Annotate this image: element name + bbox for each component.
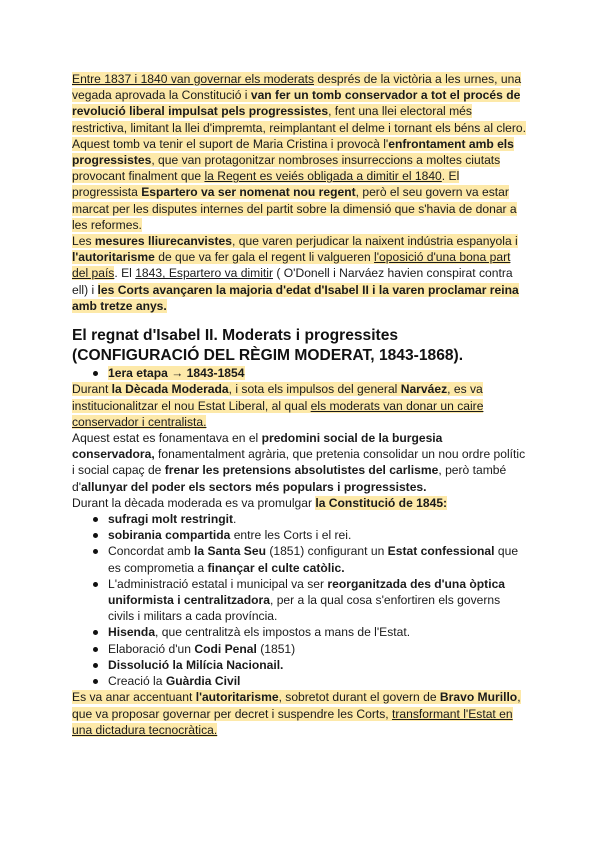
document-body bbox=[72, 71, 528, 738]
text-span: Entre 1837 i 1840 van governar els moderats bbox=[72, 72, 315, 86]
bold-span: Espartero va ser nomenat nou regent bbox=[141, 185, 356, 200]
text-span: . bbox=[232, 512, 237, 527]
list-item bbox=[108, 576, 528, 625]
text-span: Es va anar accentuant bbox=[72, 690, 196, 705]
text-span: (1851) configurant un bbox=[265, 544, 388, 559]
stage-list bbox=[72, 365, 528, 381]
text-span: 1843, Espartero va dimitir bbox=[135, 266, 273, 281]
list-item bbox=[108, 511, 528, 527]
text-span: , es va institucionalitzar el nou Estat Liberal, al qual bbox=[72, 382, 483, 413]
text-span: l'oposició d'una bona part del país bbox=[72, 250, 511, 281]
bold-span: allunyar del poder els sectors més populars i progressistes. bbox=[81, 479, 427, 494]
bold-span: van fer un tomb conservador a tot el procés de revolució liberal impulsat pels progressistes bbox=[72, 88, 521, 119]
section-heading bbox=[72, 326, 528, 365]
paragraph-constitucio bbox=[72, 495, 528, 511]
text-span: , però també d' bbox=[72, 463, 507, 494]
text-span: . El progressista bbox=[72, 169, 460, 200]
paragraph-burgesia bbox=[72, 430, 528, 495]
text-span: entre les Corts i el rei. bbox=[230, 528, 352, 543]
text-span: Creació la bbox=[108, 674, 166, 689]
bold-span: sobirania compartida bbox=[108, 528, 231, 543]
text-span: , que varen perjudicar la naixent indústria espanyola i bbox=[232, 234, 518, 249]
bold-span: Dissolució la Milícia Nacionail. bbox=[108, 657, 284, 672]
text-span: , però el seu govern va estar marcat per les disputes internes del partit sobre la dimensió que s'havia de donar a les reformes. bbox=[72, 185, 517, 232]
text-span: , fent una llei electoral més restrictiva, limitant la llei d'impremta, reimplantant el delme i tornant els béns al clero. Aquest tomb va tenir el suport de Maria Cristina i provocà l' bbox=[72, 104, 526, 151]
list-item bbox=[108, 527, 528, 543]
text-span: L'administració estatal i municipal va ser bbox=[108, 576, 328, 591]
text-span: , que van protagonitzar nombroses insurreccions a moltes ciutats provocant finalment que bbox=[72, 153, 501, 184]
bold-span: la Constitució de 1845: bbox=[315, 495, 448, 510]
text-span: Concordat amb bbox=[108, 544, 195, 559]
bold-span: predomini social de la burgesia conservadora, bbox=[72, 431, 443, 462]
bold-span: Hisenda bbox=[108, 625, 156, 640]
text-span: Elaboració d'un bbox=[108, 641, 195, 656]
text-span: , i sota els impulsos del general bbox=[228, 382, 401, 397]
text-span: , que va proposar governar per decret i suspendre les Corts, bbox=[72, 690, 521, 721]
paragraph-espartero bbox=[72, 233, 528, 314]
list-item bbox=[108, 673, 528, 689]
bold-span: l'autoritarisme bbox=[72, 250, 155, 265]
text-span: . El bbox=[114, 266, 136, 281]
list-item bbox=[108, 641, 528, 657]
text-span: Aquest estat es fonamentava en el bbox=[72, 431, 262, 446]
bold-span: Narváez bbox=[400, 382, 448, 397]
bold-span: l'autoritarisme bbox=[195, 690, 279, 705]
text-span: Durant la dècada moderada es va promulgar bbox=[72, 495, 316, 510]
text-span: els moderats van donar un caire conservador i centralista. bbox=[72, 398, 484, 429]
bold-span: Bravo Murillo bbox=[439, 690, 518, 705]
bold-span: la Dècada Moderada bbox=[111, 382, 229, 397]
heading-line-2: (CONFIGURACIÓ DEL RÈGIM MODERAT, 1843-1868). bbox=[72, 346, 464, 364]
constitution-features-list bbox=[72, 511, 528, 689]
text-span: ( O'Donell i Narváez havien conspirat contra ell) i bbox=[72, 266, 513, 297]
list-item bbox=[108, 624, 528, 640]
bold-span: mesures lliurecanvistes bbox=[94, 234, 233, 249]
bold-span: reorganitzada des d'una òptica uniformista i centralitzadora bbox=[108, 576, 506, 608]
bold-span: la Santa Seu bbox=[194, 544, 266, 559]
text-span: fonamentalment agrària, que pretenia consolidar un nou ordre polític i social capaç de bbox=[72, 447, 526, 478]
paragraph-moderats-1837 bbox=[72, 71, 528, 233]
bold-span: finançar el culte catòlic. bbox=[207, 560, 345, 575]
bold-span: Estat confessional bbox=[387, 544, 495, 559]
text-span: , per a la qual cosa s'enfortiren els governs civils i militars a cada província. bbox=[108, 593, 501, 624]
bold-span: enfrontament amb els progressistes bbox=[72, 136, 514, 168]
text-span: transformant l'Estat en una dictadura tecnocràtica. bbox=[72, 706, 513, 737]
stage-label: 1era etapa → 1843-1854 bbox=[108, 366, 245, 381]
text-span: que es comprometia a bbox=[108, 544, 519, 575]
list-item bbox=[108, 543, 528, 575]
text-span: , sobretot durant el govern de bbox=[278, 690, 440, 705]
text-span: la Regent es veiés obligada a dimitir el 1840 bbox=[204, 169, 442, 184]
text-span: (1851) bbox=[256, 641, 296, 656]
heading-line-1: El regnat d'Isabel II. Moderats i progressites bbox=[72, 327, 399, 345]
stage-item bbox=[108, 365, 528, 381]
text-span: , que centralitzà els impostos a mans de l'Estat. bbox=[155, 625, 411, 640]
text-span: Durant bbox=[72, 382, 112, 397]
text-span: Les bbox=[72, 234, 95, 249]
bold-span: sufragi molt restringit bbox=[108, 512, 233, 527]
paragraph-autoritarisme bbox=[72, 689, 528, 738]
text-span: després de la victòria a les urnes, una vegada aprovada la Constitució i bbox=[72, 72, 522, 103]
paragraph-decada-moderada bbox=[72, 381, 528, 430]
bold-span: Guàrdia Civil bbox=[165, 674, 241, 689]
bold-span: Codi Penal bbox=[194, 641, 257, 656]
list-item bbox=[108, 657, 528, 673]
bold-span: frenar les pretensions absolutistes del carlisme bbox=[164, 463, 439, 478]
text-span: de que va fer gala el regent li valgueren bbox=[154, 250, 375, 265]
section-spacer bbox=[72, 314, 528, 326]
bold-span: les Corts avançaren la majoria d'edat d'Isabel II i la varen proclamar reina amb tretze anys. bbox=[72, 282, 519, 313]
